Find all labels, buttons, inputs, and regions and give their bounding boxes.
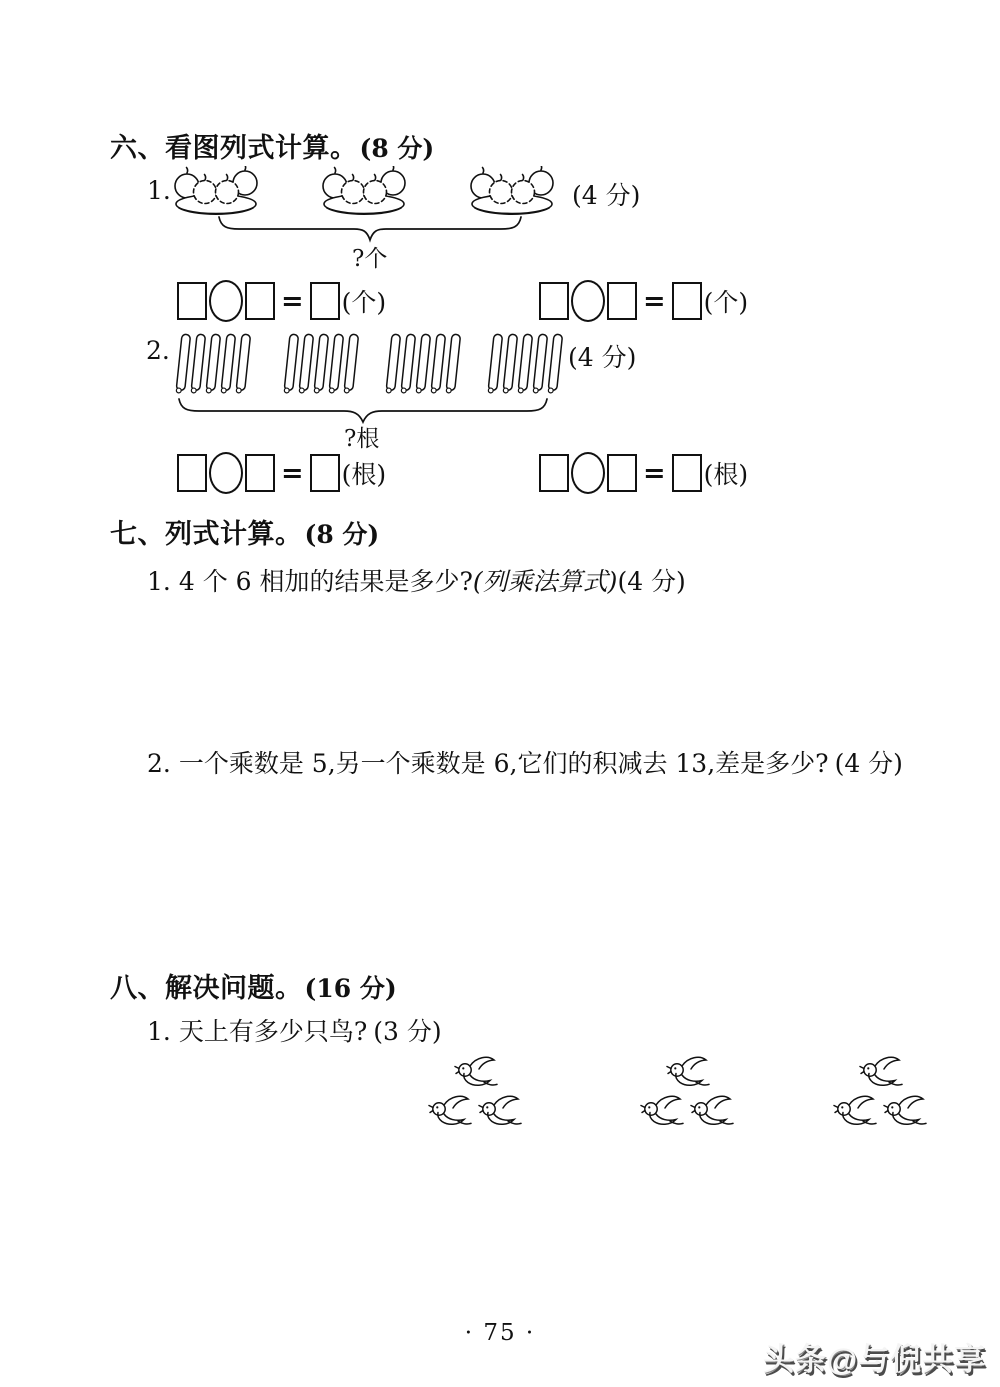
- unit-label: (根): [703, 460, 749, 489]
- item7-1-number: 1.: [147, 567, 171, 596]
- bird-flock-illustration: [426, 1054, 526, 1132]
- sticks-bundle-illustration: [173, 330, 255, 400]
- unit-label: (根): [341, 460, 387, 489]
- item8-1: [147, 1012, 442, 1048]
- equation-blank: [539, 452, 748, 494]
- number-box: [245, 454, 275, 492]
- bird-flock-illustration: [831, 1054, 931, 1132]
- section7-header: [110, 512, 379, 551]
- section6-title: 六、看图列式计算。: [110, 133, 358, 163]
- watermark: 头条@与倪共享: [763, 1342, 987, 1377]
- item7-2: [147, 744, 903, 780]
- number-box: [539, 454, 569, 492]
- item7-1-text: 4 个 6 相加的结果是多少?: [178, 567, 473, 596]
- bird-flock-illustration: [638, 1054, 738, 1132]
- number-box: [245, 282, 275, 320]
- item8-1-number: 1.: [147, 1017, 171, 1046]
- item6-1-number: 1.: [147, 176, 171, 205]
- apple-plate-illustration: [466, 166, 558, 220]
- page-number: · 75 ·: [464, 1320, 536, 1346]
- number-box: [177, 282, 207, 320]
- item8-1-text: 天上有多少只鸟?: [178, 1017, 368, 1046]
- apple-plate-illustration: [318, 166, 410, 220]
- unit-label: (个): [703, 288, 749, 317]
- number-box: [607, 454, 637, 492]
- operator-oval: [209, 452, 243, 494]
- item7-1: [147, 562, 686, 598]
- section6-points: (8 分): [359, 134, 435, 163]
- item6-2-points: (4 分): [568, 343, 637, 372]
- equation-blank: [539, 280, 748, 322]
- section6-header: [110, 126, 434, 165]
- operator-oval: [571, 280, 605, 322]
- operator-oval: [571, 452, 605, 494]
- answer-box: [672, 282, 702, 320]
- item7-2-points: (4 分): [834, 749, 903, 778]
- equals-sign: =: [643, 285, 666, 317]
- section8-header: [110, 966, 397, 1005]
- item7-2-text: 一个乘数是 5,另一个乘数是 6,它们的积减去 13,差是多少?: [178, 749, 829, 778]
- sticks-bundle-illustration: [383, 330, 465, 400]
- number-box: [607, 282, 637, 320]
- answer-box: [310, 282, 340, 320]
- answer-box: [310, 454, 340, 492]
- item7-1-hint: (列乘法算式): [472, 567, 618, 596]
- equals-sign: =: [281, 285, 304, 317]
- section7-points: (8 分): [304, 520, 380, 549]
- section8-title: 八、解决问题。: [110, 973, 303, 1003]
- equation-blank: [177, 452, 386, 494]
- operator-oval: [209, 280, 243, 322]
- answer-box: [672, 454, 702, 492]
- sticks-bundle-illustration: [281, 330, 363, 400]
- section7-title: 七、列式计算。: [110, 519, 303, 549]
- equation-blank: [177, 280, 386, 322]
- item7-1-points: (4 分): [617, 567, 686, 596]
- item8-1-points: (3 分): [373, 1017, 442, 1046]
- number-box: [539, 282, 569, 320]
- brace-under-plates: [217, 215, 523, 243]
- unit-label: (个): [341, 288, 387, 317]
- sticks-bundle-illustration: [485, 330, 567, 400]
- number-box: [177, 454, 207, 492]
- equals-sign: =: [643, 457, 666, 489]
- equals-sign: =: [281, 457, 304, 489]
- item6-1-points: (4 分): [572, 181, 641, 210]
- apple-plate-illustration: [170, 166, 262, 220]
- item6-1-brace-label: ?个: [352, 246, 388, 272]
- item6-2-number: 2.: [146, 336, 170, 365]
- item7-2-number: 2.: [147, 749, 171, 778]
- item6-2-brace-label: ?根: [344, 426, 380, 452]
- section8-points: (16 分): [304, 974, 397, 1003]
